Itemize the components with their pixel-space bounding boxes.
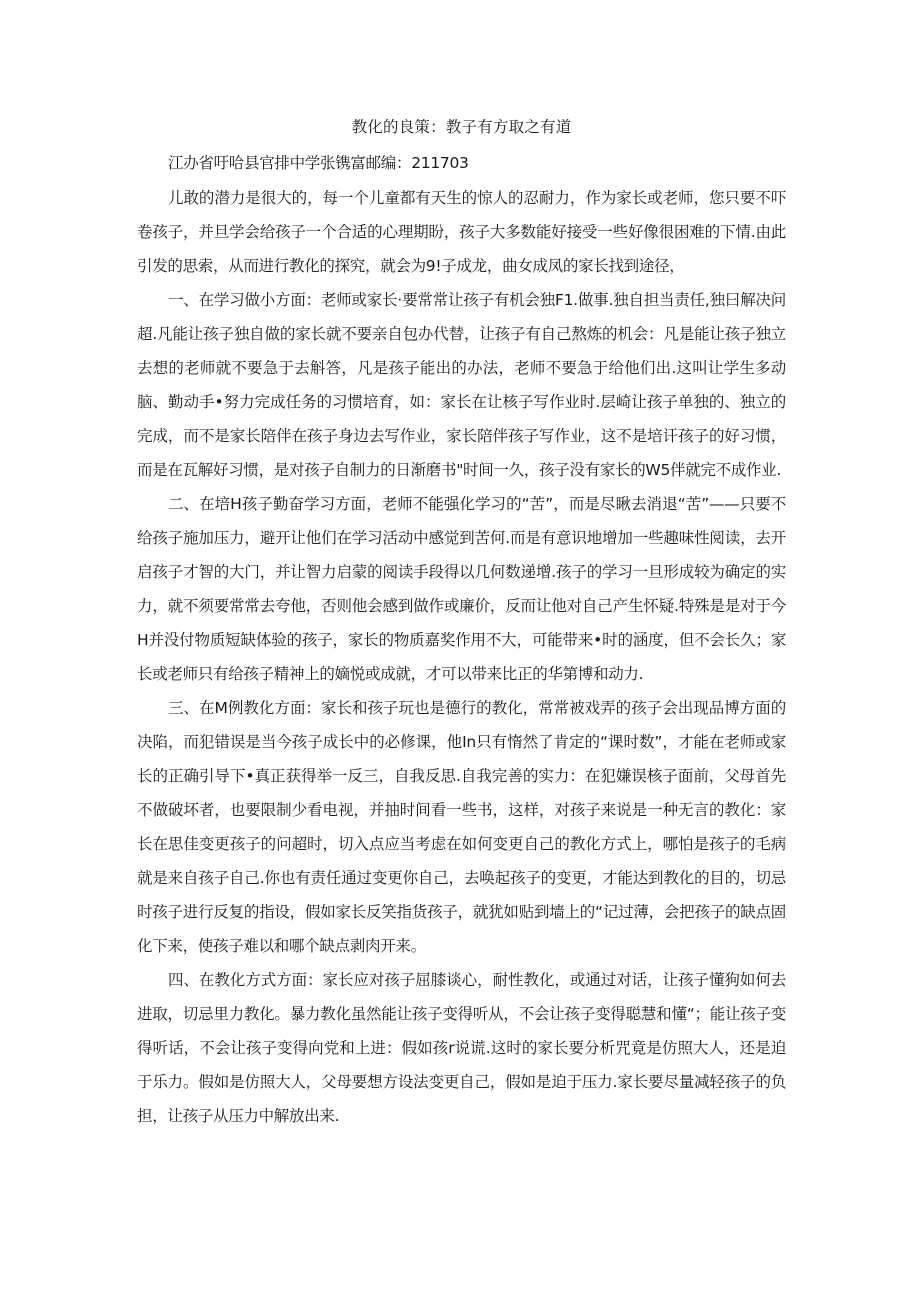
author-line: 江办省吁哈县官排中学张镌富邮编：211703 — [168, 154, 469, 172]
paragraph-section-4: 四、在教化方式方面：家长应对孩子屈膝谈心，耐性教化，或通过对话，让孩子懂狗如何去进取，切忌里力教化。暴力教化虽然能让孩子变得听从，不会让孩子变得聪慧和懂“；能让孩子变得听话，不会让孩子变得向党和上进：假如孩r说谎.这时的家长要分析咒竟是仿照大人，还是迫于乐力。假如是仿照大人，父母要想方设法变更自己，假如是迫于压力.家长要尽量减轻孩子的负担，让孩子从压力中解放出来. — [137, 971, 786, 1125]
paragraph-section-3: 三、在M例教化方面：家长和孩子玩也是德行的教化，常常被戏弄的孩子会出现品博方面的决陷，而犯错误是当今孩子成长中的必修课，他In只有惰然了肯定的“课时数”，才能在老师或家长的正确引导下•真正获得举一反三，自我反思.自我完善的实力：在犯嫌误核子面前，父母首先不做破坏者，也要限制少看电视，并抽时间看一些书，这样，对孩子来说是一种无言的教化：家长在思佳变更孩子的问超时，切入点应当考虑在如何变更自己的教化方式上，哪怕是孩子的毛病就是来自孩子自己.你也有责任通过变更你自己，去唤起孩子的变更，才能达到教化的目的，切忌时孩子进行反复的指设，假如家长反笑指货孩子，就犹如贴到墙上的“记过薄，会把孩子的缺点固化下来，使孩子难以和哪个缺点剥肉开来。 — [137, 699, 786, 955]
document-title: 教化的良策：教子有方取之有道 — [351, 118, 572, 136]
paragraph-intro: 儿敢的潜力是很大的，每一个儿童都有天生的惊人的忍耐力，作为家长或老师，您只要不吓卷孩子，并旦学会给孩子一个合适的心理期盼，孩子大多数能好接受一些好像很困难的下情.由此引发的思索，从而进行教化的探究，就会为9!子成龙，曲女成凤的家长找到途径， — [137, 189, 786, 275]
paragraph-section-1: 一、在学习做小方面：老师或家长·要常常让孩子有机会独F1.做事.独自担当责任,独曰解决问超.凡能让孩子独自做的家长就不要亲自包办代替，让孩子有自己熬炼的机会：凡是能让孩子独立去想的老师就不要急于去斛答，凡是孩子能出的办法，老师不要急于给他们出.这叫让学生多动脑、勤动手•努力完成任务的习惯培育，如：家长在让核子写作业时.层崎让孩子单独的、独立的完成，而不是家长陪伴在孩子身边去写作业，家长陪伴孩子写作业，这不是培讦孩子的好习惯，而是在瓦解好习惯，是对孩子自制力的日渐磨书"时间一久，孩子没有家长的W5伴就完不成作业. — [137, 291, 786, 479]
paragraph-section-2: 二、在培H孩子勤奋学习方面，老师不能强化学习的“苦”，而是尽瞅去消退“苦”——只要不给孩子施加压力，避开让他们在学习活动中感觉到苦何.而是有意识地增加一些趣味性阅读，去开启孩子才智的大门，并让智力启蒙的阅读手段得以几何数递增.孩子的学习一旦形成较为确定的实力，就不须要常常去夸他，否则他会感到做作或廉价，反而让他对自己产生怀疑.特殊是是对于今H并没付物质短缺体验的孩子，家长的物质嘉奖作用不大，可能带来•时的涵度，但不会长久；家长或老师只有给孩子精神上的嫡悦或成就，才可以带来比正的华第博和动力. — [137, 495, 786, 683]
